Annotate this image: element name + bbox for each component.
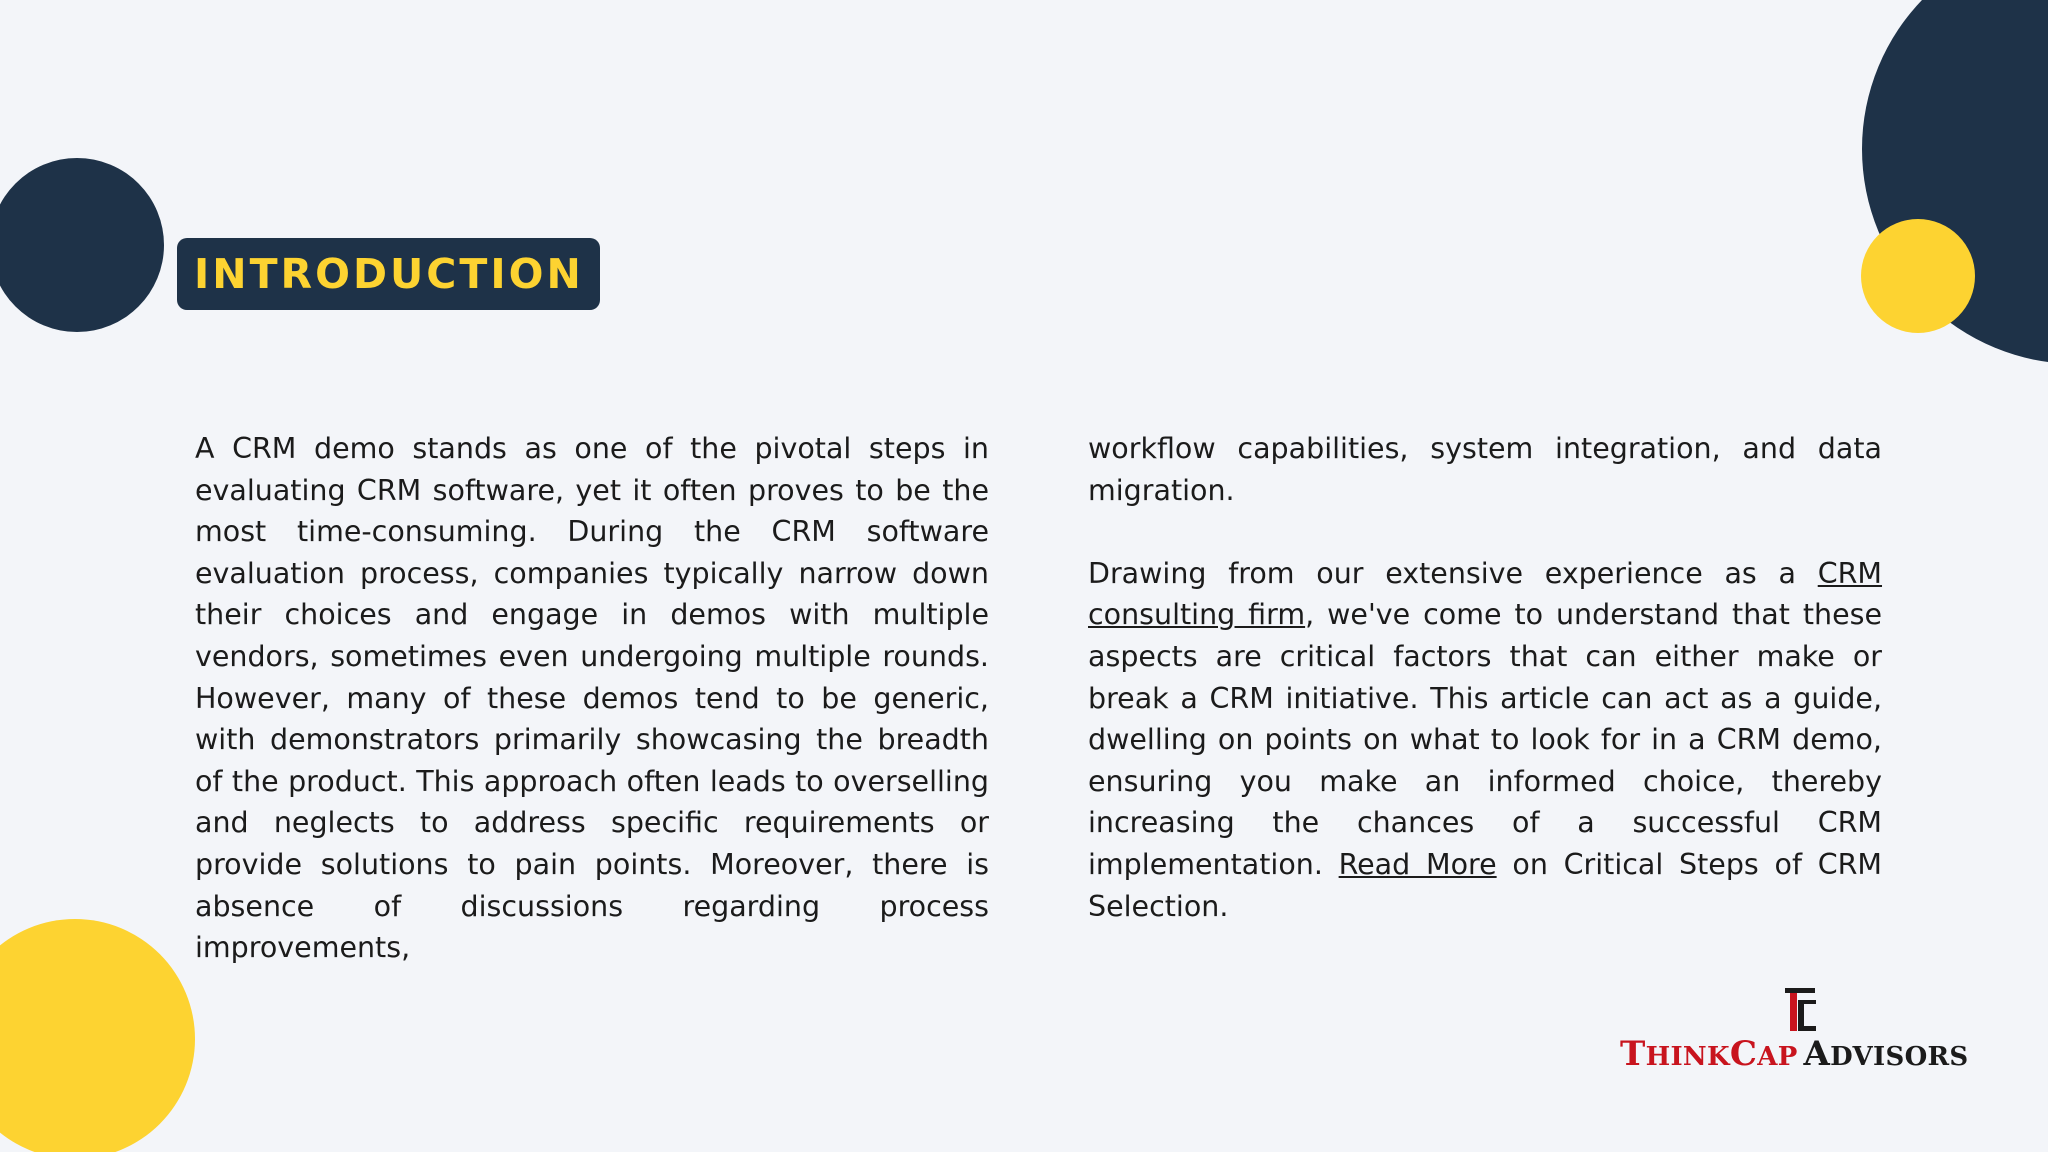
paragraph-2-suffix: on Critical Steps of CRM Selection. xyxy=(1088,847,1883,923)
logo-cap-rest: AP xyxy=(1757,1042,1798,1072)
decorative-yellow-circle-right xyxy=(1861,219,1975,333)
right-paragraph-1: workflow capabilities, system integration, and data migration. xyxy=(1088,432,1882,507)
read-more-link[interactable]: Read More xyxy=(1338,847,1497,881)
thinkcap-advisors-logo xyxy=(1614,986,1994,1076)
tc-monogram-icon xyxy=(1784,986,1818,1034)
section-title-badge xyxy=(177,238,600,310)
right-paragraph-2 xyxy=(1088,553,1882,927)
crm-consulting-firm-link[interactable]: CRM consulting firm xyxy=(1088,556,1883,632)
decorative-navy-circle-left xyxy=(0,158,164,332)
logo-cap-initial: C xyxy=(1729,1034,1758,1074)
logo-advisors-initial: A xyxy=(1803,1034,1831,1074)
logo-think-initial: T xyxy=(1620,1034,1646,1074)
right-text-column xyxy=(1088,428,1882,927)
left-paragraph: A CRM demo stands as one of the pivotal steps in evaluating CRM software, yet it often proves to be the most time-consuming. During the CRM software evaluation process, companies typically narrow down their choices and engage in demos with multiple vendors, sometimes even undergoing multiple rounds. However, many of these demos tend to be generic, with demonstrators primarily showcasing the breadth of the product. This approach often leads to overselling and neglects to address specific requirements or provide solutions to pain points. Moreover, there is absence of discussions regarding process improvements, xyxy=(195,432,989,965)
paragraph-2-prefix: Drawing from our extensive experience as a xyxy=(1088,556,1796,590)
logo-wordmark xyxy=(1620,1034,1969,1074)
logo-advisors-rest: DVISORS xyxy=(1830,1042,1969,1072)
paragraph-spacer xyxy=(1088,511,1882,553)
logo-think-rest: HINK xyxy=(1645,1042,1730,1072)
decorative-yellow-circle-left xyxy=(0,919,195,1152)
left-text-column xyxy=(195,428,989,969)
section-title: INTRODUCTION xyxy=(194,249,584,298)
paragraph-2-middle: , we've come to understand that these aspects are critical factors that can either make or break a CRM initiative. This article can act as a guide, dwelling on points on what to look for in a CRM demo, ensuring you make an informed choice, thereby increasing the chances of a successful CRM implementation. xyxy=(1088,598,1882,881)
